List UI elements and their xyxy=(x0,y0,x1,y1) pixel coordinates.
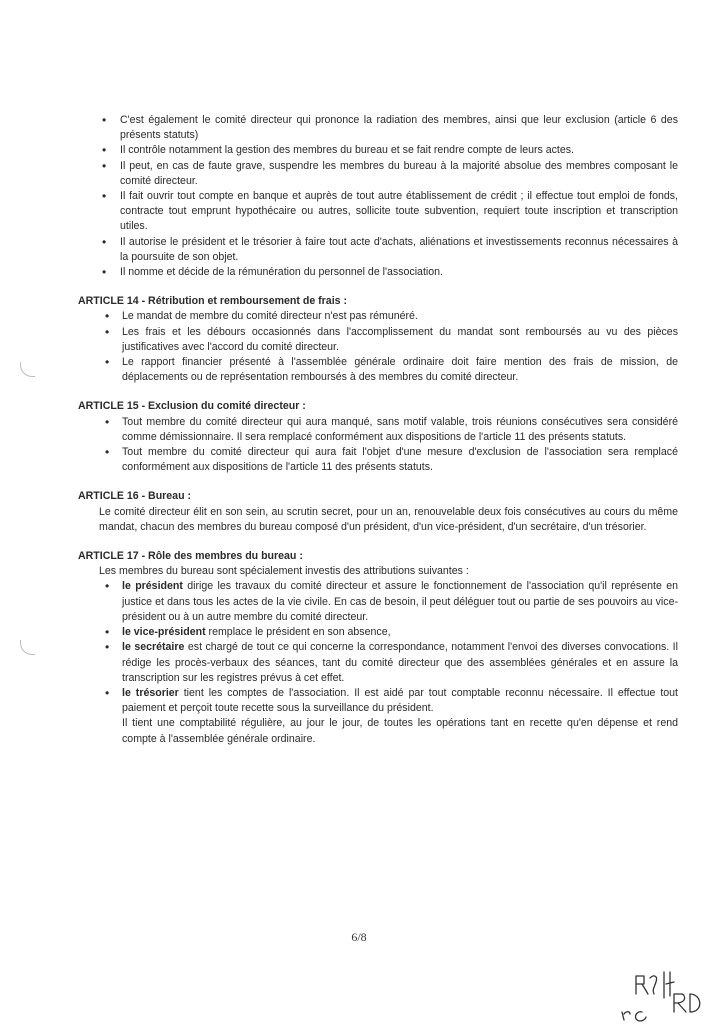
list-item: • Il nomme et décide de la rémunération du personnel de l'association. xyxy=(78,265,678,280)
role-term: le vice-président xyxy=(122,626,206,639)
role-text: dirige les travaux du comité directeur et assure le fonctionnement de l'association qu'il représente en justice et dans tous les actes de la vie civile. En cas de besoin, il peut déléguer tout ou partie de ses pouvoirs au vice-président ou à un autre membre du comité directeur. xyxy=(122,580,678,623)
role-text: remplace le président en son absence, xyxy=(205,626,391,639)
page-number: 6/8 xyxy=(351,930,367,944)
punch-hole-mark xyxy=(20,362,35,377)
list-item: • C'est également le comité directeur qui prononce la radiation des membres, ainsi que leur exclusion (article 6 des présents statuts) xyxy=(78,113,678,143)
role-text: est chargé de tout ce qui concerne la correspondance, notamment l'envoi des diverses convocations. Il rédige les procès-verbaux des séances, tant du comité directeur que des assemblées générales et en assure la transcription sur les registres prévus à cet effet. xyxy=(122,641,678,684)
list-item xyxy=(78,686,678,747)
article16-text: Le comité directeur élit en son sein, au scrutin secret, pour un an, renouvelable deux fois consécutives au cours du même mandat, chacun des membres du bureau composé d'un président, d'un vice-président, d'un secrétaire, d'un trésorier. xyxy=(99,505,678,533)
role-text: tient les comptes de l'association. Il est aidé par tout comptable reconnu nécessaire. Il effectue tout paiement et perçoit toute recette sous la surveillance du président. xyxy=(122,686,678,715)
article13-list xyxy=(78,113,678,280)
article17-intro: Les membres du bureau sont spécialement investis des attributions suivantes : xyxy=(99,565,469,578)
document-body xyxy=(78,113,678,747)
role-term: le président xyxy=(122,580,183,593)
list-item xyxy=(78,640,678,686)
punch-hole-mark xyxy=(20,640,35,655)
article16-heading: ARTICLE 16 - Bureau : xyxy=(78,490,192,503)
list-item: • Les frais et les débours occasionnés dans l'accomplissement du mandat sont remboursés au vu des pièces justificatives avec l'accord du comité directeur. xyxy=(78,325,678,355)
role-term: le trésorier xyxy=(122,686,179,699)
list-item: • Il fait ouvrir tout compte en banque et auprès de tout autre établissement de crédit ; il effectue tout emploi de fonds, contracte tout emprunt hypothécaire ou autres, sollicite toute subvention, requiert toute inscription et transcription utiles. xyxy=(78,189,678,235)
article17-heading: ARTICLE 17 - Rôle des membres du bureau : xyxy=(78,550,303,563)
list-item: • Il autorise le président et le trésorier à faire tout acte d'achats, aliénations et investissements reconnus nécessaires à la poursuite de son objet. xyxy=(78,235,678,265)
list-item: • Il contrôle notamment la gestion des membres du bureau et se fait rendre compte de leurs actes. xyxy=(78,143,678,158)
article15-heading: ARTICLE 15 - Exclusion du comité directeur : xyxy=(78,400,306,413)
list-item: • Tout membre du comité directeur qui aura fait l'objet d'une mesure d'exclusion de l'association sera remplacé conformément aux dispositions de l'article 11 des présents statuts. xyxy=(78,445,678,475)
list-item: • Le mandat de membre du comité directeur n'est pas rémunéré. xyxy=(78,309,678,324)
article17-list xyxy=(78,579,678,746)
role-extra-text: Il tient une comptabilité régulière, au jour le jour, de toutes les opérations tant en recette qu'en dépense et rend compte à l'assemblée générale ordinaire. xyxy=(122,717,678,745)
list-item xyxy=(78,625,678,640)
role-term: le secrétaire xyxy=(122,641,185,654)
list-item: • Le rapport financier présenté à l'assemblée générale ordinaire doit faire mention des frais de mission, de déplacements ou de représentation remboursés à des membres du comité directeur. xyxy=(78,355,678,385)
article15-list xyxy=(78,415,678,476)
list-item: • Il peut, en cas de faute grave, suspendre les membres du bureau à la majorité absolue des membres composant le comité directeur. xyxy=(78,159,678,189)
list-item: • Tout membre du comité directeur qui aura manqué, sans motif valable, trois réunions consécutives sera considéré comme démissionnaire. Il sera remplacé conformément aux dispositions de l'article 11 des présents statuts. xyxy=(78,415,678,445)
article14-heading: ARTICLE 14 - Rétribution et remboursement de frais : xyxy=(78,295,348,308)
article14-list xyxy=(78,309,678,385)
list-item xyxy=(78,579,678,625)
handwritten-initials-signature xyxy=(612,968,712,1024)
